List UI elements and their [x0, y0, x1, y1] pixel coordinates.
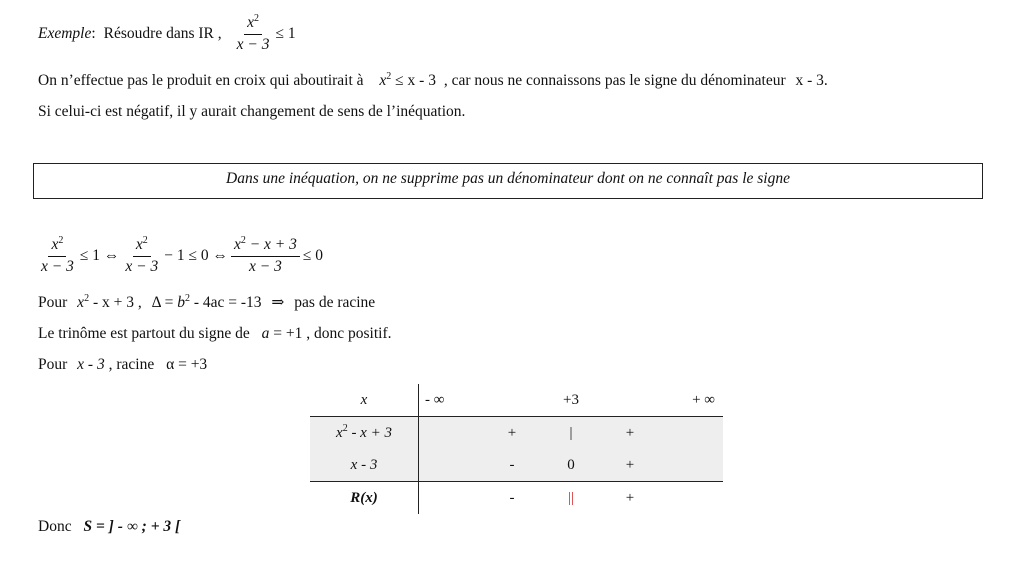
- row3-label: R(x): [310, 482, 419, 515]
- solution-line: [38, 518, 180, 536]
- equiv-op-1: ≤ 1 ⇔: [79, 247, 120, 264]
- line2-denominator: x - 3.: [795, 72, 828, 89]
- line2-text-b: , car nous ne connaissons pas le signe du dénominateur: [443, 72, 786, 89]
- rule-box: Dans une inéquation, on ne supprime pas un dénominateur dont on ne connaît pas le signe: [33, 163, 983, 199]
- pour2-alpha: α = +3: [166, 356, 208, 373]
- fraction-3-num-a: x: [233, 236, 241, 254]
- donc-label: Donc: [38, 518, 72, 535]
- line2-ineq-rest: ≤ x - 3: [395, 72, 436, 89]
- sign-row-result: [310, 482, 723, 515]
- equiv-op-2: − 1 ≤ 0 ⇔: [164, 247, 228, 264]
- pour1-delta: Δ =: [151, 294, 174, 311]
- example-label: Exemple: [38, 25, 92, 42]
- row1-label-rest: - x + 3: [351, 424, 392, 441]
- sign-table: [310, 384, 723, 514]
- paragraph-line-2: On n’effectue pas le produit en croix qui aboutirait à $x^2 \le x - 3$ , car nous ne connaissons pas le signe du dénominateur x - 3.: [38, 71, 828, 89]
- row1-sign-mid: |: [543, 417, 599, 450]
- trinome-line: [38, 325, 392, 343]
- header-plus-3: +3: [543, 384, 599, 417]
- trinome-a: a: [261, 325, 270, 342]
- row3-sign-right: +: [599, 482, 661, 515]
- row2-label: x - 3: [310, 449, 419, 482]
- row3-sign-left: -: [481, 482, 543, 515]
- trinome-text: Le trinôme est partout du signe de: [38, 325, 250, 342]
- line2-text-a: On n’effectue pas le produit en croix qui aboutirait à: [38, 72, 364, 89]
- implies-arrow: ⇒: [271, 294, 285, 311]
- discriminant-line: Pour $x^2 - x + 3$ , $\Delta = b^2 - 4ac = -13$ ⇒ pas de racine: [38, 293, 376, 311]
- header-minus-infinity: - ∞: [419, 384, 482, 417]
- equiv-op-3: ≤ 0: [302, 247, 324, 264]
- row2-sign-left: -: [481, 449, 543, 482]
- header-plus-infinity: + ∞: [661, 384, 723, 417]
- example-rhs: ≤ 1: [275, 25, 296, 42]
- fraction-3: $\frac{x^2 - x + 3}{x - 3}$: [231, 237, 300, 275]
- row1-sign-left: +: [481, 417, 543, 450]
- pour1-rest: - 4ac = -13: [193, 294, 262, 311]
- equivalence-chain: [38, 232, 323, 280]
- root-line: [38, 356, 207, 374]
- example-fraction-den: x − 3: [236, 35, 270, 53]
- sign-row-numerator: [310, 417, 723, 450]
- trinome-rest: = +1 , donc positif.: [273, 325, 392, 342]
- example-colon: :: [91, 25, 96, 42]
- row1-sign-right: +: [599, 417, 661, 450]
- pour2-text: , racine: [108, 356, 155, 373]
- example-text: Résoudre dans IR ,: [103, 25, 222, 42]
- row2-sign-mid: 0: [543, 449, 599, 482]
- pour1-b: b: [177, 294, 185, 311]
- fraction-2-den: x − 3: [125, 257, 159, 275]
- row3-forbidden-value: ||: [543, 482, 599, 515]
- row2-sign-right: +: [599, 449, 661, 482]
- paragraph-line-3: Si celui-ci est négatif, il y aurait changement de sens de l’inéquation.: [38, 103, 466, 120]
- fraction-1-num: x: [51, 236, 59, 254]
- fraction-2: $\frac{x^2}{x - 3}$: [122, 237, 161, 275]
- pour1-label: Pour: [38, 294, 68, 311]
- fraction-3-den: x − 3: [249, 257, 282, 275]
- fraction-3-num-b: − x + 3: [249, 236, 297, 254]
- fraction-1: $\frac{x^2}{x - 3}$: [38, 237, 77, 275]
- fraction-2-num: x: [135, 236, 143, 254]
- example-fraction-num: x: [247, 14, 254, 32]
- pour2-expr: x - 3: [77, 356, 105, 373]
- pour1-conclusion: pas de racine: [294, 294, 376, 311]
- sign-row-denominator: [310, 449, 723, 482]
- pour1-poly-x: x: [77, 294, 85, 311]
- row1-label: $x^2 - x + 3$: [310, 417, 419, 450]
- example-fraction: $\frac{x^2}{x - 3}$: [234, 15, 273, 53]
- example-line: [38, 12, 296, 56]
- solution-set: S = ] - ∞ ; + 3 [: [83, 518, 181, 535]
- header-x: x: [310, 384, 419, 417]
- line2-ineq-x: x: [379, 72, 387, 89]
- fraction-1-den: x − 3: [41, 257, 74, 275]
- row1-label-x: x: [336, 424, 343, 441]
- pour2-label: Pour: [38, 356, 68, 373]
- sign-table-header: [310, 384, 723, 417]
- pour1-poly-rest: - x + 3 ,: [92, 294, 142, 311]
